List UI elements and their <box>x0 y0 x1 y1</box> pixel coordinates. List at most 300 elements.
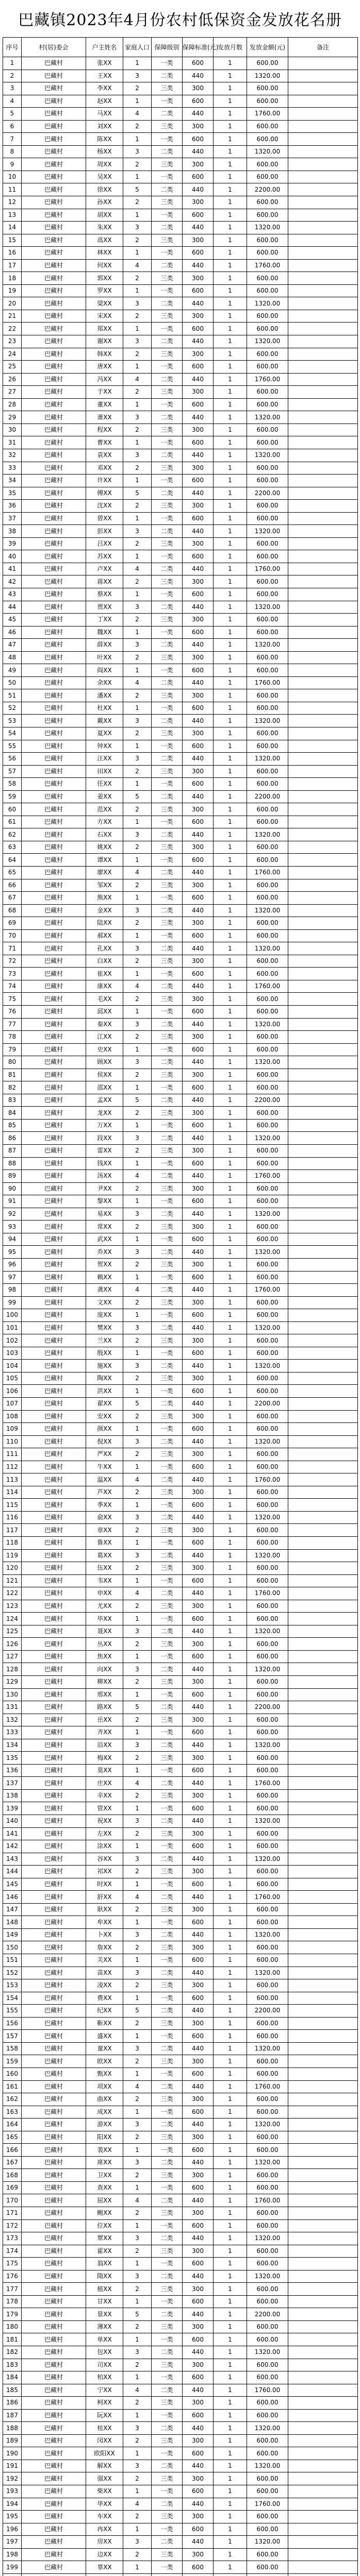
table-row <box>3 1916 358 1929</box>
cell-family-size: 5 <box>123 1701 152 1714</box>
cell-months: 1 <box>214 550 247 563</box>
cell-months: 1 <box>214 82 247 95</box>
cell-standard: 440 <box>183 2232 214 2245</box>
cell-seq: 135 <box>3 1752 22 1765</box>
cell-level: 三类 <box>152 2434 183 2447</box>
cell-standard: 600 <box>183 133 214 146</box>
cell-months: 1 <box>214 1372 247 1385</box>
cell-family-size: 2 <box>123 196 152 209</box>
cell-amount: 600.00 <box>247 1423 288 1436</box>
cell-standard: 300 <box>183 2359 214 2371</box>
cell-name: 季XX <box>86 1499 123 1512</box>
table-row <box>3 2485 358 2498</box>
table-row <box>3 2144 358 2157</box>
table-row <box>3 196 358 209</box>
cell-family-size: 2 <box>123 272 152 285</box>
cell-level: 一类 <box>152 1613 183 1625</box>
cell-family-size: 1 <box>123 1006 152 1019</box>
cell-remark <box>288 1701 358 1714</box>
cell-seq: 179 <box>3 2308 22 2321</box>
cell-name: 齐XX <box>86 1726 123 1739</box>
cell-remark <box>288 1688 358 1701</box>
cell-name: 江XX <box>86 1031 123 1044</box>
cell-village: 巴藏村 <box>22 601 86 614</box>
header-family-size: 家庭人口 <box>123 38 152 57</box>
cell-standard: 300 <box>183 1827 214 1840</box>
cell-amount: 600.00 <box>247 626 288 639</box>
cell-level: 一类 <box>152 2295 183 2308</box>
cell-remark <box>288 1714 358 1726</box>
cell-level: 三类 <box>152 1562 183 1575</box>
cell-village: 巴藏村 <box>22 2245 86 2258</box>
cell-standard: 600 <box>183 1233 214 1246</box>
cell-village: 巴藏村 <box>22 1866 86 1878</box>
cell-standard: 600 <box>183 664 214 677</box>
cell-standard: 300 <box>183 1031 214 1044</box>
cell-name: 阳XX <box>86 2131 123 2144</box>
cell-seq: 66 <box>3 879 22 892</box>
cell-name: 倪XX <box>86 1435 123 1448</box>
cell-amount: 1320.00 <box>247 601 288 614</box>
cell-level: 一类 <box>152 209 183 222</box>
cell-village: 巴藏村 <box>22 323 86 335</box>
cell-remark <box>288 550 358 563</box>
cell-seq: 89 <box>3 1170 22 1183</box>
cell-standard: 300 <box>183 1524 214 1537</box>
cell-months: 1 <box>214 2055 247 2068</box>
cell-standard: 440 <box>183 867 214 879</box>
cell-seq: 155 <box>3 2005 22 2018</box>
cell-village: 巴藏村 <box>22 1461 86 1473</box>
cell-name: 解XX <box>86 2460 123 2472</box>
cell-village: 巴藏村 <box>22 1789 86 1802</box>
cell-amount: 600.00 <box>247 1866 288 1878</box>
cell-level: 二类 <box>152 335 183 348</box>
cell-level: 三类 <box>152 1410 183 1423</box>
cell-seq: 23 <box>3 335 22 348</box>
cell-remark <box>288 525 358 538</box>
table-row <box>3 1613 358 1625</box>
cell-standard: 300 <box>183 1069 214 1081</box>
cell-months: 1 <box>214 854 247 867</box>
cell-seq: 194 <box>3 2498 22 2511</box>
cell-village: 巴藏村 <box>22 348 86 361</box>
table-row <box>3 2017 358 2030</box>
cell-village: 巴藏村 <box>22 1435 86 1448</box>
cell-level: 三类 <box>152 120 183 133</box>
cell-standard: 300 <box>183 500 214 513</box>
cell-village: 巴藏村 <box>22 386 86 399</box>
cell-amount: 1320.00 <box>247 1928 288 1941</box>
cell-amount: 600.00 <box>247 2409 288 2422</box>
cell-village: 巴藏村 <box>22 1385 86 1398</box>
cell-village: 巴藏村 <box>22 2359 86 2371</box>
cell-standard: 300 <box>183 1486 214 1499</box>
cell-name: 杨XX <box>86 145 123 158</box>
cell-village: 巴藏村 <box>22 1928 86 1941</box>
cell-seq: 198 <box>3 2548 22 2561</box>
cell-remark <box>288 614 358 626</box>
cell-village: 巴藏村 <box>22 423 86 436</box>
cell-name: 岳XX <box>86 1714 123 1726</box>
table-row <box>3 1536 358 1549</box>
cell-standard: 440 <box>183 1587 214 1600</box>
cell-family-size: 4 <box>123 563 152 575</box>
cell-name: 詹XX <box>86 1941 123 1954</box>
cell-level: 三类 <box>152 993 183 1006</box>
cell-standard: 440 <box>183 1663 214 1676</box>
cell-family-size: 3 <box>123 2042 152 2055</box>
cell-months: 1 <box>214 1258 247 1271</box>
cell-remark <box>288 2093 358 2106</box>
cell-standard: 600 <box>183 1043 214 1056</box>
cell-standard: 600 <box>183 2523 214 2536</box>
cell-family-size: 2 <box>123 1448 152 1461</box>
cell-seq: 158 <box>3 2042 22 2055</box>
cell-name: 姜XX <box>86 790 123 803</box>
cell-family-size: 3 <box>123 1018 152 1031</box>
cell-months: 1 <box>214 310 247 323</box>
cell-remark <box>288 108 358 121</box>
cell-level: 一类 <box>152 512 183 525</box>
table-row <box>3 1777 358 1790</box>
cell-family-size: 1 <box>123 133 152 146</box>
cell-family-size: 3 <box>123 1321 152 1334</box>
cell-village: 巴藏村 <box>22 1903 86 1916</box>
table-row <box>3 1663 358 1676</box>
cell-family-size: 1 <box>123 702 152 715</box>
cell-village: 巴藏村 <box>22 1246 86 1259</box>
cell-amount: 600.00 <box>247 474 288 487</box>
cell-standard: 440 <box>183 183 214 196</box>
cell-remark <box>288 1663 358 1676</box>
cell-standard: 300 <box>183 1714 214 1726</box>
cell-amount: 600.00 <box>247 386 288 399</box>
cell-amount: 600.00 <box>247 398 288 411</box>
cell-family-size: 1 <box>123 2295 152 2308</box>
table-row <box>3 955 358 968</box>
cell-standard: 300 <box>183 1562 214 1575</box>
cell-remark <box>288 765 358 778</box>
table-row <box>3 2397 358 2410</box>
cell-amount: 600.00 <box>247 1271 288 1284</box>
cell-amount: 600.00 <box>247 1574 288 1587</box>
cell-remark <box>288 715 358 727</box>
cell-standard: 300 <box>183 841 214 854</box>
cell-village: 巴藏村 <box>22 2258 86 2270</box>
cell-seq: 55 <box>3 740 22 753</box>
cell-months: 1 <box>214 1448 247 1461</box>
cell-level: 二类 <box>152 1094 183 1107</box>
cell-amount: 1760.00 <box>247 2498 288 2511</box>
cell-family-size: 3 <box>123 2119 152 2131</box>
cell-village: 巴藏村 <box>22 1233 86 1246</box>
cell-level: 一类 <box>152 588 183 601</box>
cell-name: 汪XX <box>86 753 123 766</box>
cell-level: 一类 <box>152 929 183 942</box>
cell-amount: 600.00 <box>247 500 288 513</box>
cell-seq: 159 <box>3 2055 22 2068</box>
cell-family-size: 1 <box>123 1385 152 1398</box>
cell-amount: 600.00 <box>247 2055 288 2068</box>
cell-seq: 176 <box>3 2270 22 2283</box>
cell-village: 巴藏村 <box>22 1625 86 1638</box>
cell-standard: 600 <box>183 1423 214 1436</box>
cell-seq: 174 <box>3 2245 22 2258</box>
cell-level: 一类 <box>152 95 183 108</box>
cell-village: 巴藏村 <box>22 1650 86 1663</box>
table-row <box>3 1524 358 1537</box>
cell-level: 三类 <box>152 1524 183 1537</box>
cell-seq: 136 <box>3 1764 22 1777</box>
cell-remark <box>288 2017 358 2030</box>
table-row <box>3 676 358 689</box>
cell-name: 吴XX <box>86 171 123 183</box>
cell-months: 1 <box>214 2536 247 2549</box>
cell-family-size: 3 <box>123 145 152 158</box>
cell-village: 巴藏村 <box>22 1031 86 1044</box>
cell-village: 巴藏村 <box>22 335 86 348</box>
cell-family-size: 3 <box>123 639 152 652</box>
cell-level: 二类 <box>152 2536 183 2549</box>
cell-remark <box>288 259 358 272</box>
cell-level: 三类 <box>152 2511 183 2523</box>
table-header-row <box>3 38 358 57</box>
cell-amount: 600.00 <box>247 1600 288 1613</box>
cell-family-size: 1 <box>123 1081 152 1094</box>
cell-standard: 440 <box>183 2194 214 2207</box>
cell-family-size: 2 <box>123 2131 152 2144</box>
cell-remark <box>288 2194 358 2207</box>
cell-seq: 121 <box>3 1574 22 1587</box>
cell-remark <box>288 563 358 575</box>
cell-family-size: 2 <box>123 2017 152 2030</box>
table-row <box>3 209 358 222</box>
cell-seq: 44 <box>3 601 22 614</box>
cell-village <box>22 2573 86 2576</box>
cell-family-size: 1 <box>123 1992 152 2005</box>
cell-level: 一类 <box>152 2447 183 2460</box>
cell-remark <box>288 323 358 335</box>
cell-name: 蔡XX <box>86 588 123 601</box>
cell-level: 一类 <box>152 1385 183 1398</box>
cell-months: 1 <box>214 1132 247 1145</box>
table-row <box>3 1979 358 1992</box>
cell-name: 鲍XX <box>86 2207 123 2219</box>
cell-remark <box>288 1827 358 1840</box>
cell-seq: 6 <box>3 120 22 133</box>
cell-name: 冉XX <box>86 2523 123 2536</box>
cell-months: 1 <box>214 790 247 803</box>
cell-standard: 300 <box>183 614 214 626</box>
cell-amount: 600.00 <box>247 537 288 550</box>
cell-village: 巴藏村 <box>22 1334 86 1347</box>
cell-village: 巴藏村 <box>22 247 86 260</box>
cell-name: 胡XX <box>86 209 123 222</box>
cell-village: 巴藏村 <box>22 145 86 158</box>
cell-family-size: 2 <box>123 2472 152 2485</box>
cell-village: 巴藏村 <box>22 1321 86 1334</box>
table-row <box>3 942 358 955</box>
cell-village: 巴藏村 <box>22 2232 86 2245</box>
cell-level: 一类 <box>152 474 183 487</box>
cell-remark <box>288 1119 358 1132</box>
cell-remark <box>288 234 358 247</box>
cell-standard: 440 <box>183 2156 214 2169</box>
cell-seq: 131 <box>3 1701 22 1714</box>
cell-remark <box>288 854 358 867</box>
cell-amount: 1320.00 <box>247 1208 288 1221</box>
cell-months: 1 <box>214 1764 247 1777</box>
cell-name: 周XX <box>86 158 123 171</box>
cell-level: 二类 <box>152 108 183 121</box>
cell-remark <box>288 639 358 652</box>
cell-family-size: 3 <box>123 942 152 955</box>
cell-standard: 300 <box>183 1296 214 1309</box>
cell-months: 1 <box>214 1360 247 1372</box>
cell-village: 巴藏村 <box>22 1853 86 1866</box>
cell-months: 1 <box>214 145 247 158</box>
cell-amount: 600.00 <box>247 1764 288 1777</box>
table-row <box>3 1043 358 1056</box>
cell-level: 二类 <box>152 183 183 196</box>
cell-seq: 109 <box>3 1423 22 1436</box>
cell-amount: 2200.00 <box>247 183 288 196</box>
cell-standard: 300 <box>183 917 214 930</box>
cell-family-size: 1 <box>123 1119 152 1132</box>
cell-months: 1 <box>214 386 247 399</box>
cell-remark <box>288 1764 358 1777</box>
cell-months: 1 <box>214 1170 247 1183</box>
cell-remark <box>288 1486 358 1499</box>
cell-name: 祝XX <box>86 1815 123 1828</box>
cell-family-size: 2 <box>123 310 152 323</box>
cell-amount: 600.00 <box>247 917 288 930</box>
cell-name: 魏XX <box>86 626 123 639</box>
cell-village: 巴藏村 <box>22 1195 86 1208</box>
cell-standard: 440 <box>183 942 214 955</box>
cell-family-size: 2 <box>123 803 152 816</box>
cell-months: 1 <box>214 2511 247 2523</box>
cell-remark <box>288 1246 358 1259</box>
cell-name: 申XX <box>86 1587 123 1600</box>
cell-village: 巴藏村 <box>22 753 86 766</box>
cell-remark <box>288 2270 358 2283</box>
cell-amount: 600.00 <box>247 892 288 905</box>
cell-remark <box>288 1840 358 1853</box>
cell-seq: 58 <box>3 778 22 791</box>
cell-amount: 600.00 <box>247 614 288 626</box>
cell-name: 叶XX <box>86 651 123 664</box>
cell-village: 巴藏村 <box>22 2548 86 2561</box>
cell-amount: 600.00 <box>247 2295 288 2308</box>
cell-standard: 440 <box>183 2308 214 2321</box>
cell-amount: 1320.00 <box>247 2270 288 2283</box>
cell-seq: 13 <box>3 209 22 222</box>
cell-village: 巴藏村 <box>22 1296 86 1309</box>
cell-amount: 600.00 <box>247 348 288 361</box>
cell-family-size: 1 <box>123 1309 152 1322</box>
cell-name: 何XX <box>86 259 123 272</box>
cell-seq: 132 <box>3 1714 22 1726</box>
cell-remark <box>288 942 358 955</box>
cell-remark <box>288 411 358 424</box>
cell-months: 1 <box>214 1663 247 1676</box>
cell-family-size: 1 <box>123 361 152 374</box>
cell-village: 巴藏村 <box>22 1069 86 1081</box>
cell-amount: 1320.00 <box>247 1056 288 1069</box>
cell-name: 曹XX <box>86 436 123 449</box>
cell-seq: 39 <box>3 537 22 550</box>
cell-name: 董XX <box>86 398 123 411</box>
cell-remark <box>288 1726 358 1739</box>
cell-village: 巴藏村 <box>22 1182 86 1195</box>
cell-amount: 1760.00 <box>247 1891 288 1904</box>
cell-standard: 440 <box>183 2270 214 2283</box>
cell-name: 阮XX <box>86 2409 123 2422</box>
cell-level: 二类 <box>152 1284 183 1297</box>
cell-village: 巴藏村 <box>22 525 86 538</box>
cell-seq: 17 <box>3 259 22 272</box>
cell-family-size: 2 <box>123 2511 152 2523</box>
cell-level: 二类 <box>152 2119 183 2131</box>
cell-standard: 300 <box>183 537 214 550</box>
cell-family-size: 1 <box>123 968 152 980</box>
cell-level: 二类 <box>152 1170 183 1183</box>
cell-remark <box>288 512 358 525</box>
cell-name: 顾XX <box>86 1056 123 1069</box>
cell-amount: 2200.00 <box>247 1701 288 1714</box>
cell-remark <box>288 2511 358 2523</box>
table-row <box>3 1132 358 1145</box>
table-row <box>3 1650 358 1663</box>
cell-seq: 64 <box>3 854 22 867</box>
cell-village: 巴藏村 <box>22 1549 86 1562</box>
cell-amount: 600.00 <box>247 1789 288 1802</box>
cell-family-size: 2 <box>123 1524 152 1537</box>
cell-remark <box>288 1461 358 1473</box>
cell-village: 巴藏村 <box>22 1739 86 1752</box>
cell-remark <box>288 740 358 753</box>
cell-months: 1 <box>214 297 247 310</box>
cell-village: 巴藏村 <box>22 2371 86 2384</box>
cell-family-size: 4 <box>123 1587 152 1600</box>
cell-name: 张XX <box>86 57 123 70</box>
cell-months: 1 <box>214 1157 247 1170</box>
cell-level: 二类 <box>152 1511 183 1524</box>
table-row <box>3 1840 358 1853</box>
cell-standard: 440 <box>183 639 214 652</box>
cell-months: 1 <box>214 2523 247 2536</box>
cell-standard: 600 <box>183 2258 214 2270</box>
cell-level: 一类 <box>152 854 183 867</box>
cell-months: 1 <box>214 614 247 626</box>
table-row <box>3 1246 358 1259</box>
cell-remark <box>288 879 358 892</box>
cell-remark <box>288 2080 358 2093</box>
cell-seq: 86 <box>3 1132 22 1145</box>
table-row <box>3 2270 358 2283</box>
cell-standard: 300 <box>183 1448 214 1461</box>
cell-village: 巴藏村 <box>22 1954 86 1967</box>
cell-name: 廖XX <box>86 867 123 879</box>
cell-standard: 600 <box>183 2561 214 2574</box>
cell-amount: 1760.00 <box>247 1284 288 1297</box>
cell-standard: 600 <box>183 1878 214 1891</box>
cell-standard: 600 <box>183 1347 214 1360</box>
cell-seq: 42 <box>3 575 22 588</box>
cell-village: 巴藏村 <box>22 2472 86 2485</box>
